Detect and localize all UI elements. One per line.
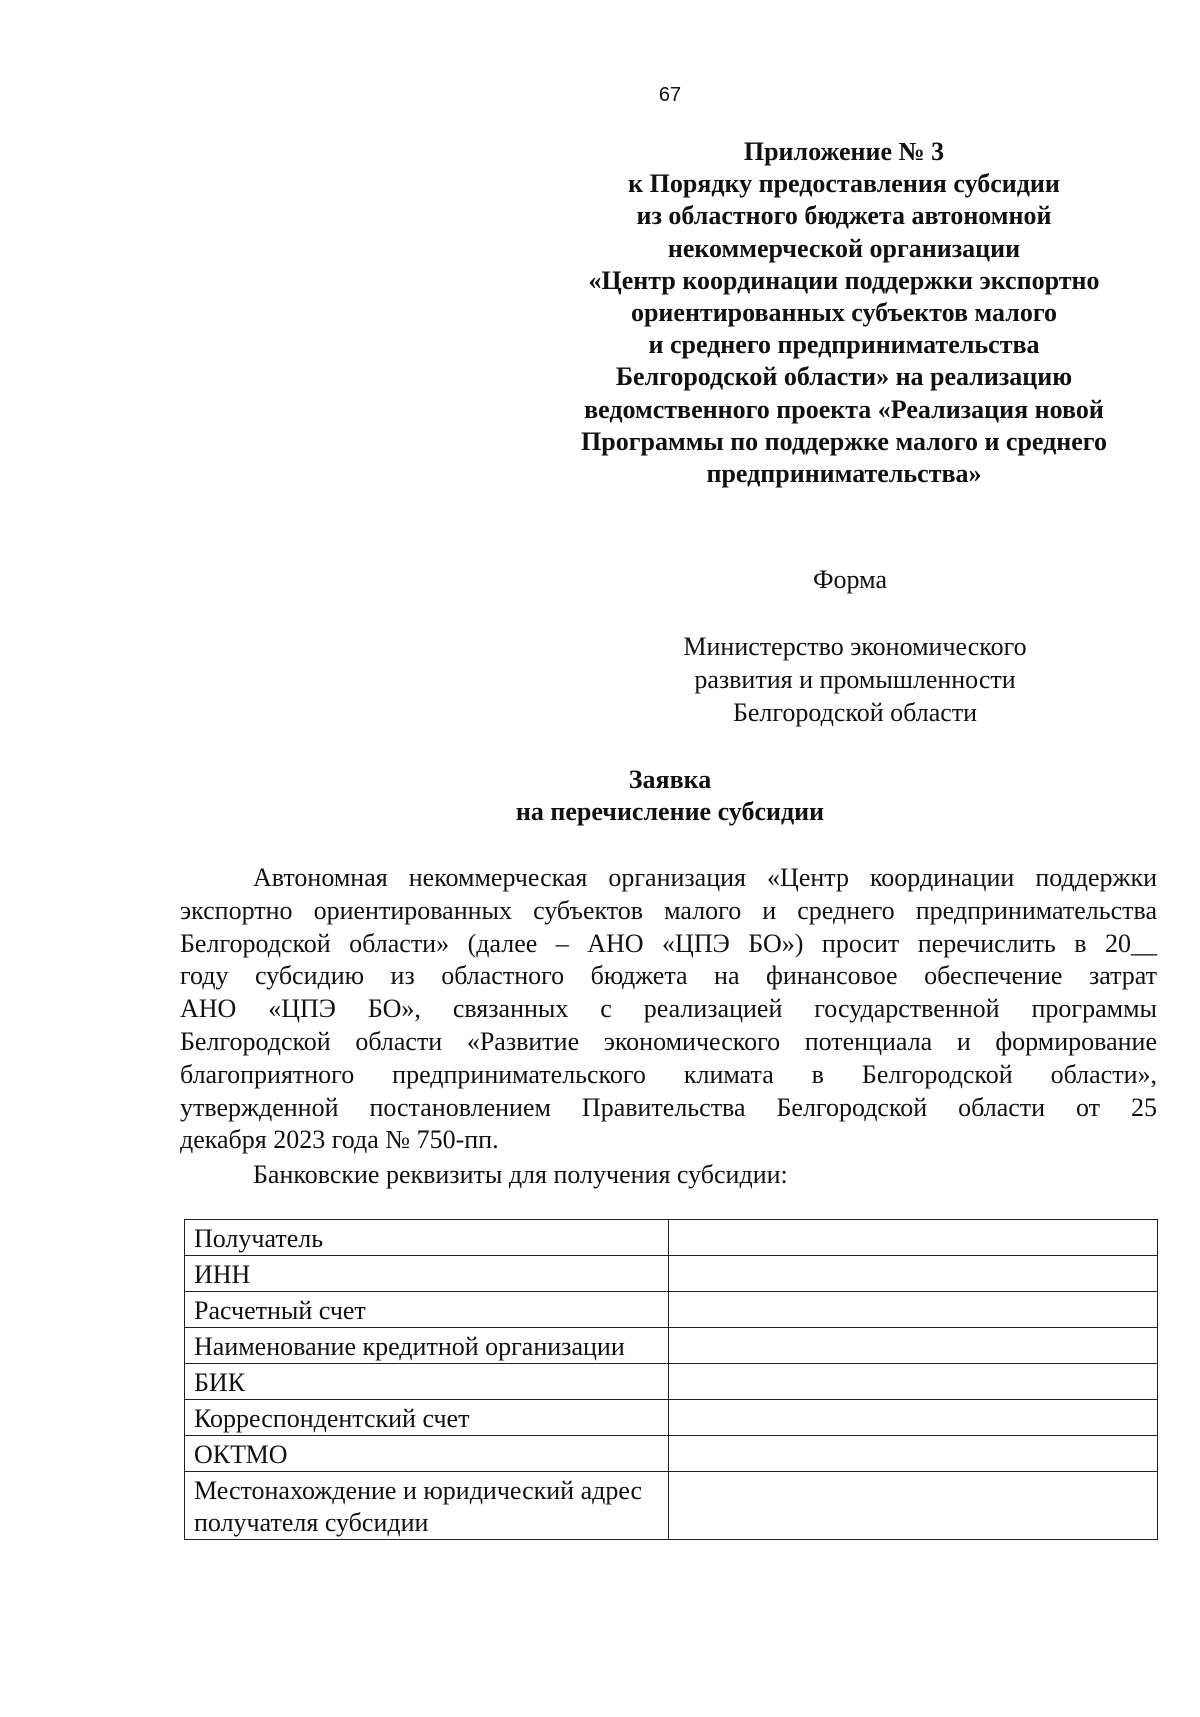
row-label: Местонахождение и юридический адрес получателя субсидии xyxy=(185,1472,669,1540)
appendix-line: из областного бюджета автономной xyxy=(636,201,1052,231)
appendix-line: Белгородской области» на реализацию xyxy=(615,362,1073,392)
paragraph-line: благоприятного предпринимательского климата в Белгородской области», xyxy=(180,1059,1157,1089)
table-row xyxy=(185,1292,1158,1328)
paragraph-line: утвержденной постановлением Правительства Белгородской области от 25 xyxy=(180,1092,1157,1122)
table-row xyxy=(185,1436,1158,1472)
row-value[interactable] xyxy=(668,1256,1157,1292)
table-row xyxy=(185,1364,1158,1400)
row-value[interactable] xyxy=(668,1436,1157,1472)
paragraph-line: АНО «ЦПЭ БО», связанных с реализацией государственной программы xyxy=(180,994,1157,1024)
row-value[interactable] xyxy=(668,1400,1157,1436)
bank-details-table xyxy=(184,1219,1158,1540)
paragraph-line: году субсидию из областного бюджета на финансовое обеспечение затрат xyxy=(180,961,1157,991)
body-paragraph xyxy=(180,862,1157,1157)
table-row xyxy=(185,1328,1158,1364)
appendix-header xyxy=(544,136,1144,490)
row-label: Получатель xyxy=(185,1220,669,1256)
row-label: Наименование кредитной организации xyxy=(185,1328,669,1364)
table-row xyxy=(185,1472,1158,1540)
recipient-line: Белгородской области xyxy=(732,698,978,727)
paragraph-line: Белгородской области «Развитие экономического потенциала и формирование xyxy=(180,1026,1157,1056)
appendix-line: ведомственного проекта «Реализация новой xyxy=(584,394,1104,424)
paragraph-line: Белгородской области» (далее – АНО «ЦПЭ БО») просит перечислить в 20__ xyxy=(180,928,1157,958)
table-row xyxy=(185,1400,1158,1436)
form-label: Форма xyxy=(813,565,887,594)
table-row xyxy=(185,1256,1158,1292)
page-number: 67 xyxy=(658,84,682,106)
paragraph-line: экспортно ориентированных субъектов малого и среднего предпринимательства xyxy=(180,895,1157,925)
bank-details-intro: Банковские реквизиты для получения субсидии: xyxy=(253,1160,788,1189)
paragraph-line: декабря 2023 года № 750-пп. xyxy=(180,1125,499,1155)
appendix-line: предпринимательства» xyxy=(706,459,982,489)
row-label: Расчетный счет xyxy=(185,1292,669,1328)
recipient-line: развития и промышленности xyxy=(694,665,1016,694)
row-value[interactable] xyxy=(668,1472,1157,1540)
document-title xyxy=(420,764,920,828)
row-value[interactable] xyxy=(668,1220,1157,1256)
row-value[interactable] xyxy=(668,1328,1157,1364)
row-label: Корреспондентский счет xyxy=(185,1400,669,1436)
appendix-line: «Центр координации поддержки экспортно xyxy=(588,265,1100,295)
recipient-block xyxy=(630,630,1080,729)
title-line-2: на перечисление субсидии xyxy=(515,797,825,826)
row-label: БИК xyxy=(185,1364,669,1400)
row-value[interactable] xyxy=(668,1364,1157,1400)
table-row xyxy=(185,1220,1158,1256)
paragraph-line: Автономная некоммерческая организация «Центр координации поддержки xyxy=(253,863,1157,892)
appendix-line: к Порядку предоставления субсидии xyxy=(628,169,1060,199)
appendix-line: некоммерческой организации xyxy=(667,233,1021,263)
appendix-line: ориентированных субъектов малого xyxy=(630,298,1058,328)
row-label: ОКТМО xyxy=(185,1436,669,1472)
row-value[interactable] xyxy=(668,1292,1157,1328)
appendix-line: Приложение № 3 xyxy=(743,137,945,166)
appendix-line: Программы по поддержке малого и среднего xyxy=(581,426,1107,456)
appendix-line: и среднего предпринимательства xyxy=(648,330,1040,360)
title-line-1: Заявка xyxy=(628,765,712,794)
row-label: ИНН xyxy=(185,1256,669,1292)
recipient-line: Министерство экономического xyxy=(683,632,1027,661)
